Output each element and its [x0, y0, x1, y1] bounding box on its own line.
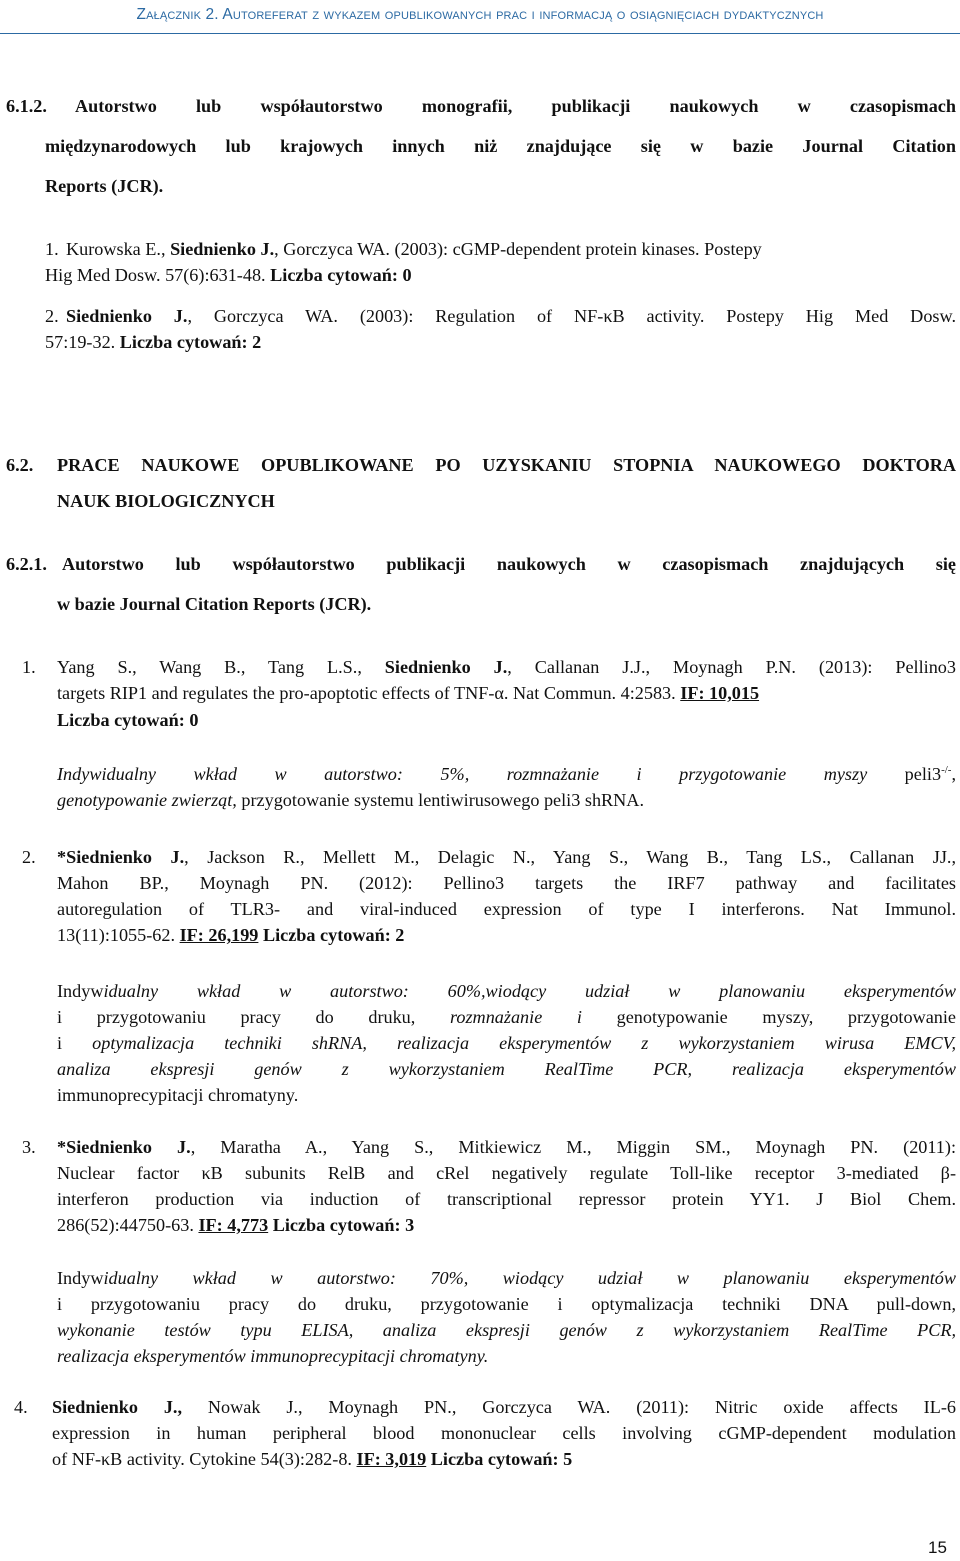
contribution-text: ,	[951, 764, 956, 784]
author-highlight: *Siednienko J.	[57, 847, 185, 867]
citation-line: expression in human peripheral blood mononuclear cells involving cGMP-dependent modulation	[52, 1423, 956, 1443]
citation-text: , Gorczyca WA. (2003): Regulation of NF-κB activity. Postepy Hig Med Dosw.	[187, 306, 956, 326]
contribution-line	[57, 1032, 956, 1054]
item-number: 2.	[22, 847, 36, 867]
citation-text: Nowak J., Moynagh PN., Gorczyca WA. (2011): Nitric oxide affects IL-6	[182, 1397, 956, 1417]
citation-text: , Jackson R., Mellett M., Delagic N., Yang S., Wang B., Tang LS., Callanan JJ.,	[184, 847, 956, 867]
page-header	[0, 0, 960, 34]
citation-text: 13(11):1055-62.	[57, 925, 180, 945]
genotype-superscript: -/-	[941, 764, 952, 776]
contribution-text: idualny wkład w autorstwo: 60%,wiodący udział w planowaniu eksperymentów	[103, 981, 956, 1001]
citation-text: , Callanan J.J., Moynagh P.N. (2013): Pellino3	[507, 657, 956, 677]
section-number: 6.2.	[6, 455, 34, 475]
section-title-line: PRACE NAUKOWE OPUBLIKOWANE PO UZYSKANIU STOPNIA NAUKOWEGO DOKTORA	[57, 455, 956, 475]
contribution-text: idualny wkład w autorstwo: 70%, wiodący udział w planowaniu eksperymentów	[103, 1268, 956, 1288]
citation-line	[66, 238, 956, 260]
citation-text: of NF-κB activity. Cytokine 54(3):282-8.	[52, 1449, 357, 1469]
section-title-line: w bazie Journal Citation Reports (JCR).	[57, 594, 372, 614]
citation-line	[57, 846, 956, 868]
contribution-text: i	[57, 1033, 93, 1053]
contribution-text: rozmnażanie i	[449, 1007, 582, 1027]
author-highlight: *Siednienko J.	[57, 1137, 191, 1157]
item-number: 1.	[22, 657, 36, 677]
citation-line	[45, 331, 261, 353]
citation-text: Hig Med Dosw. 57(6):631-48.	[45, 265, 271, 285]
citation-line	[45, 264, 412, 286]
page-number: 15	[928, 1538, 947, 1557]
section-title-line: międzynarodowych lub krajowych innych niż znajdujące się w bazie Journal Citation	[45, 136, 956, 156]
item-number: 1.	[45, 239, 59, 259]
citation-count: Liczba cytowań: 3	[268, 1215, 415, 1235]
section-number: 6.2.1.	[6, 554, 47, 574]
contribution-line: realizacja eksperymentów immunoprecypitacji chromatyny.	[57, 1346, 489, 1366]
contribution-text: Indywidualny wkład w autorstwo: 5%, rozmnażanie i przygotowanie myszy	[57, 764, 868, 784]
contribution-line: i przygotowaniu pracy do druku, przygotowanie i optymalizacja techniki DNA pull-down,	[57, 1294, 956, 1314]
contribution-text: genotypowanie zwierząt,	[57, 790, 237, 810]
citation-count: Liczba cytowań: 2	[119, 332, 262, 352]
impact-factor: IF: 4,773	[198, 1215, 269, 1235]
citation-line	[52, 1448, 572, 1470]
contribution-line	[57, 789, 644, 811]
authors: Yang S., Wang B., Tang L.S.,	[57, 657, 385, 677]
contribution-line: wykonanie testów typu ELISA, analiza ekspresji genów z wykorzystaniem RealTime PCR,	[57, 1320, 956, 1340]
citation-text: 286(52):44750-63.	[57, 1215, 199, 1235]
contribution-text: optymalizacja techniki shRNA, realizacja eksperymentów z wykorzystaniem wirusa EMCV,	[92, 1033, 956, 1053]
item-number: 3.	[22, 1137, 36, 1157]
contribution-text: Indyw	[57, 1268, 104, 1288]
section-title-line: Autorstwo lub współautorstwo monografii, publikacji naukowych w czasopismach	[75, 96, 956, 116]
contribution-line	[57, 1267, 956, 1289]
section-title-line: Reports (JCR).	[45, 176, 164, 196]
section-number: 6.1.2.	[6, 96, 47, 116]
contribution-line: analiza ekspresji genów z wykorzystaniem RealTime PCR, realizacja eksperymentów	[57, 1059, 956, 1079]
impact-factor: IF: 3,019	[356, 1449, 427, 1469]
citation-line: interferon production via induction of transcriptional repressor protein YY1. J Biol Chem.	[57, 1189, 956, 1209]
author-highlight: Siednienko J.	[384, 657, 508, 677]
citation-line	[57, 1136, 956, 1158]
citation-count: Liczba cytowań: 5	[426, 1449, 573, 1469]
citation-line	[57, 924, 404, 946]
citation-line	[57, 682, 759, 704]
section-title-line: NAUK BIOLOGICZNYCH	[57, 491, 275, 511]
authors: Kurowska E.,	[66, 239, 171, 259]
citation-line	[52, 1396, 956, 1418]
citation-text: , Gorczyca WA. (2003): cGMP-dependent protein kinases. Postepy	[274, 239, 762, 259]
contribution-text: i przygotowaniu pracy do druku,	[57, 1007, 450, 1027]
citation-text: , Maratha A., Yang S., Mitkiewicz M., Miggin SM., Moynagh PN. (2011):	[190, 1137, 956, 1157]
contribution-text: peli3	[867, 764, 942, 784]
citation-text: 57:19-32.	[45, 332, 120, 352]
contribution-text: genotypowanie myszy, przygotowanie	[581, 1007, 956, 1027]
header-text: Załącznik 2. Autoreferat z wykazem opublikowanych prac i informacją o osiągnięciach dydaktycznych	[136, 6, 824, 23]
contribution-text: przygotowanie systemu lentiwirusowego peli3 shRNA.	[236, 790, 644, 810]
citation-count: Liczba cytowań: 2	[258, 925, 405, 945]
section-title-line: Autorstwo lub współautorstwo publikacji naukowych w czasopismach znajdujących się	[62, 554, 956, 574]
citation-count: Liczba cytowań: 0	[57, 710, 199, 730]
contribution-line: immunoprecypitacji chromatyny.	[57, 1085, 299, 1105]
item-number: 4.	[14, 1397, 28, 1417]
contribution-text: Indyw	[57, 981, 104, 1001]
impact-factor: IF: 10,015	[680, 683, 760, 703]
citation-count: Liczba cytowań: 0	[270, 265, 412, 285]
impact-factor: IF: 26,199	[179, 925, 259, 945]
contribution-line	[57, 1006, 956, 1028]
item-number: 2.	[45, 306, 59, 326]
contribution-line	[57, 980, 956, 1002]
citation-line: autoregulation of TLR3- and viral-induced expression of type I interferons. Nat Immunol.	[57, 899, 956, 919]
citation-line: Nuclear factor κB subunits RelB and cRel negatively regulate Toll-like receptor 3-mediated β-	[57, 1163, 956, 1183]
author-highlight: Siednienko J.	[170, 239, 275, 259]
author-highlight: Siednienko J.	[66, 306, 188, 326]
citation-line: Mahon BP., Moynagh PN. (2012): Pellino3 targets the IRF7 pathway and facilitates	[57, 873, 956, 893]
author-highlight: Siednienko J.,	[52, 1397, 183, 1417]
contribution-line	[57, 763, 956, 785]
citation-line	[66, 305, 956, 327]
citation-line	[57, 1214, 414, 1236]
citation-text: targets RIP1 and regulates the pro-apoptotic effects of TNF-α. Nat Commun. 4:2583.	[57, 683, 681, 703]
citation-line	[57, 656, 956, 678]
